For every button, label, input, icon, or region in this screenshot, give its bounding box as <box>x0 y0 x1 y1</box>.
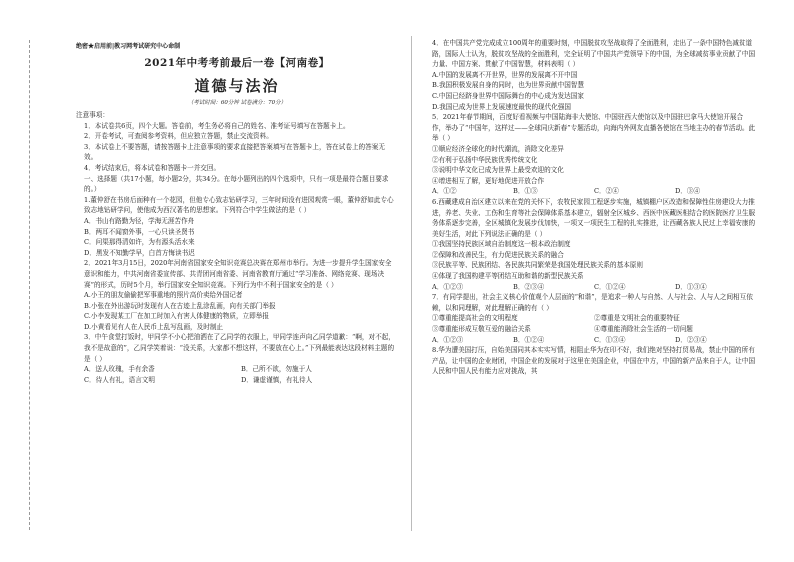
q5-option-d: D．③④ <box>675 187 701 196</box>
q3-options-row-1 <box>76 364 398 375</box>
secret-label: 绝密★启用前|教习网考试研究中心命制 <box>76 43 181 50</box>
q2-option-a: A.小王的朋友偷偷把军事重地的照片高价卖给外国记者 <box>84 291 243 300</box>
q5-statement-4: ④增进相互了解，更好地促进开放合作 <box>432 176 545 185</box>
q6-option-a: A．①②③ <box>432 282 464 291</box>
right-column <box>424 38 756 377</box>
q7-statements-row-2 <box>424 324 756 335</box>
q7-options-row <box>424 335 756 346</box>
q5-statement-2: ②有利于弘扬中华民族优秀传统文化 <box>432 155 538 164</box>
q5-options-row <box>424 186 756 197</box>
question-4-stem: 4．在中国共产党完成成立100周年的重要时刻，中国脱贫攻坚战取得了全面胜利，走出了一条中国特色减贫道路，国际人士认为，脱贫攻坚战的全面胜利，完全证明了中国共产党领导下的中国，为全球减贫事业贡献了中国力量、中国方案、贯献了中国智慧，材料表明（ ） <box>432 39 756 69</box>
q3-option-a: A．送人玫瑰，手有余香 <box>84 365 155 374</box>
q6-options-row <box>424 282 756 293</box>
question-3-stem: 3．中午食堂打饭时，甲同学不小心把油洒在了乙同学的衣服上，甲同学连声向乙同学道歉：“啊，对不起，我不是故意的”，乙同学笑着说：“没关系，大家都不想这样，不要放在心上。”下列最能表达这段材料主题的是（ ） <box>84 333 395 363</box>
question-8-stem: 8.华为遭美国打压，自始美国同其本实实写情，相阻止华为在印不好，我们绝对坚持打贸易战，禁止中国的所有产品，让中国的企业财团，中国企业的发展对于这里在美国企业，中国在中方，中国的新产品来自于人，让中国人民和中国人民有能力应对挑战，其 <box>432 346 756 376</box>
q1-option-d: D．黑发不知勤学早，白首方悔读书迟 <box>84 248 195 257</box>
q6-statement-3: ③民族平等、民族团结、各民族共同繁荣是我国处理民族关系的基本原则 <box>432 261 643 270</box>
subject-title: 道德与法治 <box>194 77 280 95</box>
q2-option-c: C.小李发现某工厂在加工时加入有害人体健康的物质，立即举报 <box>84 312 269 321</box>
q2-option-d: D.小黄看见有人在人民币上乱写乱画，及时制止 <box>84 322 224 331</box>
question-7-stem: 7．有同学提出，社会主义核心价值观个人层面的“和谐”，是追求一种人与自然、人与社会、人与人之间相互依赖，以和同理解，对此理解正确的有（ ） <box>432 293 753 312</box>
q7-option-b: B．①②④ <box>513 335 545 344</box>
notice-item-3: 3．本试卷上不要答题，请按答题卡上注意事项的要求直接把答案填写在答题卡上，答在试卷上的答案无效。 <box>84 142 385 162</box>
q6-statement-1: ①我国坚持民族区域自治制度这一根本政治制度 <box>432 240 571 249</box>
question-1-stem: 1.董仲舒在书房后面种有一个花园，但他专心致志钻研学习，三年时间没有进园观赏一眼，董仲舒如此专心致志地钻研学问，使他成为西汉著名的思想家。下列符合中学生做法的是（ ） <box>84 195 394 215</box>
q5-statement-1: ①顺应经济全球化的时代潮流，消除文化差异 <box>432 144 564 153</box>
q6-option-d: D．①③④ <box>675 282 707 291</box>
q3-option-c: C．待人有礼，语言文明 <box>84 375 155 384</box>
q7-option-d: D．②③④ <box>675 335 707 344</box>
q1-option-b: B．两耳不闻窗外事，一心只读圣贤书 <box>84 227 195 236</box>
q7-statement-3: ③尊重能形成互敬互爱的融洽关系 <box>432 325 531 334</box>
q4-option-d: D.我国已成为世界上发展速度最快的现代化强国 <box>432 102 572 111</box>
q5-option-b: B．①③ <box>513 187 538 196</box>
exam-info: （考试时间：60分钟 试卷满分：70分） <box>187 100 287 106</box>
q6-option-c: C．①②④ <box>594 282 626 291</box>
section-one-heading: 一、选择题（共17小题，每小题2分，共34分。在每小题列出的四个选项中，只有一项是最符合题目要求的。） <box>84 174 389 194</box>
q4-option-c: C.中国已经跻身世界中国际舞台的中心成为发达国家 <box>432 91 584 100</box>
notice-item-2: 2．开卷考试，可查阅参考资料，但应独立答题，禁止交流资料。 <box>84 132 273 141</box>
question-2-stem: 2．2021年3月15日，2020年河南省国家安全知识竞赛总决赛在郑州市举行。为进一步提升学生国家安全意识和能力，中共河南省委宣传部、共青团河南省委、河南省教育厅通过“学习准备、网络竞赛、现场决赛”的形式，历时5个月，举行国家安全知识竞赛。下列行为中不利于国家安全的是（ ） <box>84 259 392 289</box>
q7-statement-4: ④尊重能消除社会生活的一切问题 <box>594 325 693 334</box>
q4-option-a: A.中国的发展离不开世界，世界的发展离不开中国 <box>432 70 578 79</box>
question-6-stem: 6.西藏建成自治区建立以来在党的关怀下，农牧民家园工程逐步实施，城镇棚户区改造和保障性住房建设大力推进，养老、失业、工伤和生育等社会保障体系基本建立，辐射全区城乡、西医中医藏医相结合的医院医疗卫生服务体系逐步完善，全区城镇化发展步伐加快，一项又一项民生工程的扎实推进，让西藏各族人民过上幸福安康的美好生活，对此下列说法正确的是（ ） <box>432 197 756 238</box>
question-5-stem: 5．2021年春节期间，百度好看视频与中国陆海非大使馆、中国驻西大使馆以及中国驻巴拿马大使馆开展合作，举办了“中国年，这样过——全球同庆新春”专题活动，向海内外网友直播各使馆在当地主办的春节活动。此举（ ） <box>432 113 756 143</box>
q4-option-b: B.我国积极发展自身的同时，也为世界贡献中国智慧 <box>432 81 585 90</box>
notice-item-1: 1．本试卷共6页，四个大题。答卷前，考生务必将自己的姓名、准考证号填写在答题卡上。 <box>84 121 350 130</box>
q2-option-b: B.小张在外出游玩时发现有人在古迹上乱涂乱画，向有关部门举报 <box>84 301 276 310</box>
column-divider <box>411 36 412 531</box>
q3-options-row-2 <box>76 375 398 386</box>
q5-option-c: C．②④ <box>594 187 619 196</box>
q3-option-b: B．己所不欲，勿施于人 <box>241 365 312 374</box>
exam-title: 2021年中考考前最后一卷【河南卷】 <box>144 57 330 69</box>
q7-option-c: C．①③④ <box>594 335 626 344</box>
notice-heading: 注意事项： <box>76 111 109 119</box>
q7-statement-1: ①尊重能提高社会的文明程度 <box>432 314 518 323</box>
q1-option-a: A．书山有路勤为径，学海无涯苦作舟 <box>84 216 195 225</box>
q7-statements-row-1 <box>424 313 756 324</box>
q6-statement-2: ②保障和改善民生，有力促进民族关系的融合 <box>432 250 564 259</box>
q3-option-d: D．谦虚谨慎，有礼待人 <box>241 375 313 384</box>
q6-option-b: B．②③④ <box>513 282 545 291</box>
left-column <box>76 110 398 385</box>
q5-option-a: A．①② <box>432 187 457 196</box>
q1-option-c: C．问渠那得清如许，为有源头活水来 <box>84 238 195 247</box>
notice-item-4: 4．考试结束后，将本试卷和答题卡一并交回。 <box>84 163 221 172</box>
binding-margin <box>10 40 50 530</box>
binding-dashed-line <box>29 40 30 530</box>
q7-option-a: A．①②③ <box>432 335 464 344</box>
q5-statement-3: ③说明中华文化已成为世界上最受欢迎的文化 <box>432 166 564 175</box>
q7-statement-2: ②尊重是文明社会的重要特征 <box>594 314 680 323</box>
q6-statement-4: ④体现了我国构建平等团结互助和谐的新型民族关系 <box>432 272 584 281</box>
